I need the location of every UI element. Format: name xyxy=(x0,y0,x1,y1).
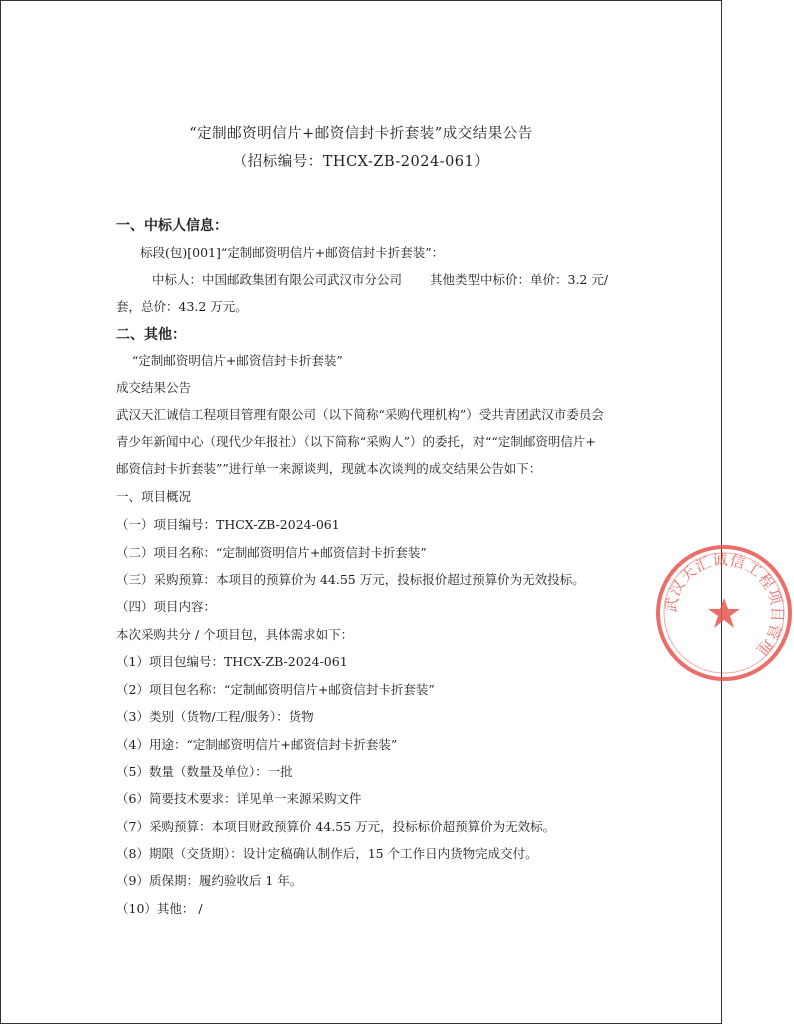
list-item: （2）项目包名称：“定制邮资明信片+邮资信封卡折套装” xyxy=(116,682,435,697)
list-item: （7）采购预算：本项目财政预算价 44.55 万元，投标标价超预算价为无效标。 xyxy=(116,819,556,834)
list-item: （1）项目包编号：THCX-ZB-2024-061 xyxy=(116,654,348,669)
list-item: （10）其他： / xyxy=(116,901,203,916)
list-item: （5）数量（数量及单位）：一批 xyxy=(116,764,293,779)
list-item: （一）项目编号：THCX-ZB-2024-061 xyxy=(116,517,340,532)
price-line-a: 其他类型中标价：单价：3.2 元/ xyxy=(430,272,609,287)
winner-line: 中标人：中国邮政集团有限公司武汉市分公司 xyxy=(152,272,403,287)
section2-heading: 二、其他： xyxy=(116,327,186,343)
section1-heading: 一、中标人信息： xyxy=(116,218,228,234)
seal-text: 武汉天汇诚信工程项目管理 xyxy=(661,550,787,660)
paragraph-line: 青少年新闻中心（现代少年报社）（以下简称“采购人”）的委托，对““定制邮资明信片+ xyxy=(116,434,596,449)
list-item: （9）质保期：履约验收后 1 年。 xyxy=(116,873,303,888)
overview-heading: 一、项目概况 xyxy=(116,489,192,504)
list-item: 本次采购共分 / 个项目包，具体需求如下： xyxy=(116,627,354,642)
quote-title: “定制邮资明信片+邮资信封卡折套装” xyxy=(132,353,343,368)
list-item: （3）类别（货物/工程/服务）：货物 xyxy=(116,709,314,724)
list-item: （4）用途：“定制邮资明信片+邮资信封卡折套装” xyxy=(116,737,398,752)
price-line-b: 套，总价：43.2 万元。 xyxy=(116,299,248,314)
list-item: （三）采购预算：本项目的预算价为 44.55 万元，投标报价超过预算价为无效投标。 xyxy=(116,572,585,587)
lot-line: 标段(包)[001]“定制邮资明信片+邮资信封卡折套装”： xyxy=(140,245,445,260)
paragraph-line: 邮资信封卡折套装””进行单一来源谈判，现就本次谈判的成交结果公告如下： xyxy=(116,461,542,476)
list-item: （6）简要技术要求：详见单一来源采购文件 xyxy=(116,791,362,806)
document-title: “定制邮资明信片+邮资信封卡折套装”成交结果公告 xyxy=(189,126,533,142)
paragraph-line: 武汉天汇诚信工程项目管理有限公司（以下简称“采购代理机构”）受共青团武汉市委员会 xyxy=(116,407,604,422)
list-item: （8）期限（交货期）：设计定稿确认制作后，15 个工作日内货物完成交付。 xyxy=(116,846,538,861)
list-item: （四）项目内容： xyxy=(116,599,217,614)
document-subtitle: （招标编号：THCX-ZB-2024-061） xyxy=(232,154,490,170)
notice-label: 成交结果公告 xyxy=(116,380,192,395)
list-item: （二）项目名称：“定制邮资明信片+邮资信封卡折套装” xyxy=(116,545,427,560)
official-seal-stamp xyxy=(654,543,794,683)
